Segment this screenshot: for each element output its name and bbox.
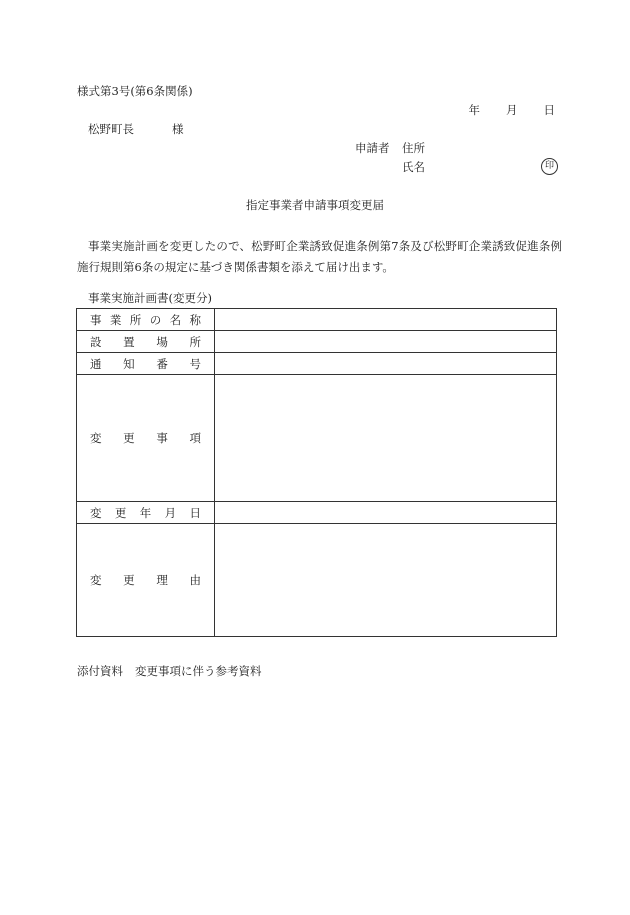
name-label: 氏名 (402, 160, 425, 174)
date-month-label: 月 (506, 103, 518, 117)
body-paragraph: 事業実施計画を変更したので、松野町企業誘致促進条例第7条及び松野町企業誘致促進条例施行規則第6条の規定に基づき関係書類を添えて届け出ます。 (77, 239, 562, 274)
table-row (77, 331, 557, 353)
table-row (77, 375, 557, 502)
plan-table (76, 308, 557, 637)
addressee-name: 松野町長 (88, 122, 134, 136)
table-row (77, 309, 557, 331)
addressee-honorific: 様 (172, 122, 184, 136)
table-caption: 事業実施計画書(変更分) (88, 291, 212, 305)
applicant-label: 申請者 (355, 141, 390, 155)
row-value-change-date[interactable] (215, 502, 557, 524)
row-label-office-name: 事業所の名称 (77, 309, 215, 331)
row-value-change-reason[interactable] (215, 524, 557, 637)
row-label-location: 設置場所 (77, 331, 215, 353)
addressee (88, 124, 184, 136)
date-line (469, 105, 556, 117)
row-value-office-name[interactable] (215, 309, 557, 331)
attachment-label: 添付資料 (77, 664, 123, 678)
table-row (77, 353, 557, 375)
row-value-location[interactable] (215, 331, 557, 353)
date-year-label: 年 (468, 103, 480, 117)
row-value-change-items[interactable] (215, 375, 557, 502)
table-row (77, 524, 557, 637)
row-label-change-date: 変更年月日 (77, 502, 215, 524)
row-label-notice-number: 通知番号 (77, 353, 215, 375)
attachment-value: 変更事項に伴う参考資料 (135, 664, 262, 678)
seal-mark: 印 (541, 158, 558, 175)
document-title: 指定事業者申請事項変更届 (246, 198, 384, 212)
row-label-change-reason: 変更理由 (77, 524, 215, 637)
form-number: 様式第3号(第6条関係) (77, 84, 193, 98)
attachment-line (77, 666, 262, 678)
row-label-change-items: 変更事項 (77, 375, 215, 502)
address-label: 住所 (402, 141, 425, 155)
date-day-label: 日 (543, 103, 555, 117)
table-row (77, 502, 557, 524)
row-value-notice-number[interactable] (215, 353, 557, 375)
